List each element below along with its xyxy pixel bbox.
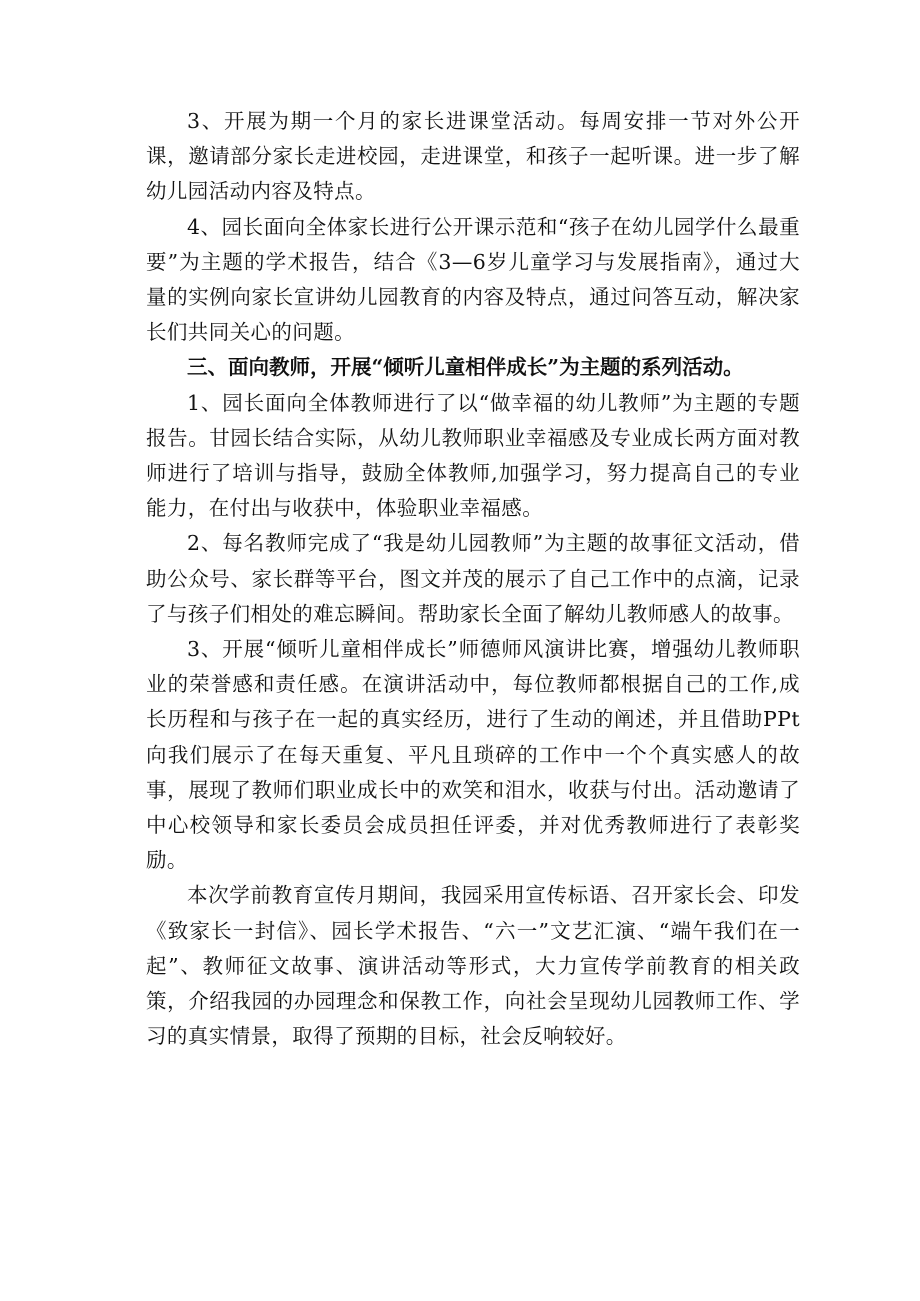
paragraph-teacher-essay: 2、每名教师完成了“我是幼儿园教师”为主题的故事征文活动，借助公众号、家长群等平台，图文并茂的展示了自己工作中的点滴，记录了与孩子们相处的难忘瞬间。帮助家长全面了解幼儿教师感人的故事。: [146, 531, 800, 626]
paragraph-speech-contest: 3、开展“倾听儿童相伴成长”师德师风演讲比赛，增强幼儿教师职业的荣誉感和责任感。在演讲活动中，每位教师都根据自己的工作,成长历程和与孩子在一起的真实经历，进行了生动的阐述，并且借助PPt向我们展示了在每天重复、平凡且琐碎的工作中一个个真实感人的故事，展现了教师们职业成长中的欢笑和泪水，收获与付出。活动邀请了中心校领导和家长委员会成员担任评委，并对优秀教师进行了表彰奖励。: [146, 637, 800, 873]
paragraph-principal-report: 4、园长面向全体家长进行公开课示范和“孩子在幼儿园学什么最重要”为主题的学术报告，结合《3—6岁儿童学习与发展指南》，通过大量的实例向家长宣讲幼儿园教育的内容及特点，通过问答互动，解决家长们共同关心的问题。: [146, 214, 800, 345]
document-body: [146, 104, 800, 1054]
paragraph-parent-open-class: 3、开展为期一个月的家长进课堂活动。每周安排一节对外公开课，邀请部分家长走进校园，走进课堂，和孩子一起听课。进一步了解幼儿园活动内容及特点。: [146, 109, 800, 204]
section-heading-teachers: 三、面向教师，开展“倾听儿童相伴成长”为主题的系列活动。: [187, 355, 744, 380]
paragraph-teacher-report: 1、园长面向全体教师进行了以“做幸福的幼儿教师”为主题的专题报告。甘园长结合实际，从幼儿教师职业幸福感及专业成长两方面对教师进行了培训与指导，鼓励全体教师,加强学习，努力提高自己的专业能力，在付出与收获中，体验职业幸福感。: [146, 390, 800, 521]
paragraph-summary: 本次学前教育宣传月期间，我园采用宣传标语、召开家长会、印发《致家长一封信》、园长学术报告、“六一”文艺汇演、“端午我们在一起”、教师征文故事、演讲活动等形式，大力宣传学前教育的相关政策，介绍我园的办园理念和保教工作，向社会呈现幼儿园教师工作、学习的真实情景，取得了预期的目标，社会反响较好。: [146, 883, 800, 1049]
